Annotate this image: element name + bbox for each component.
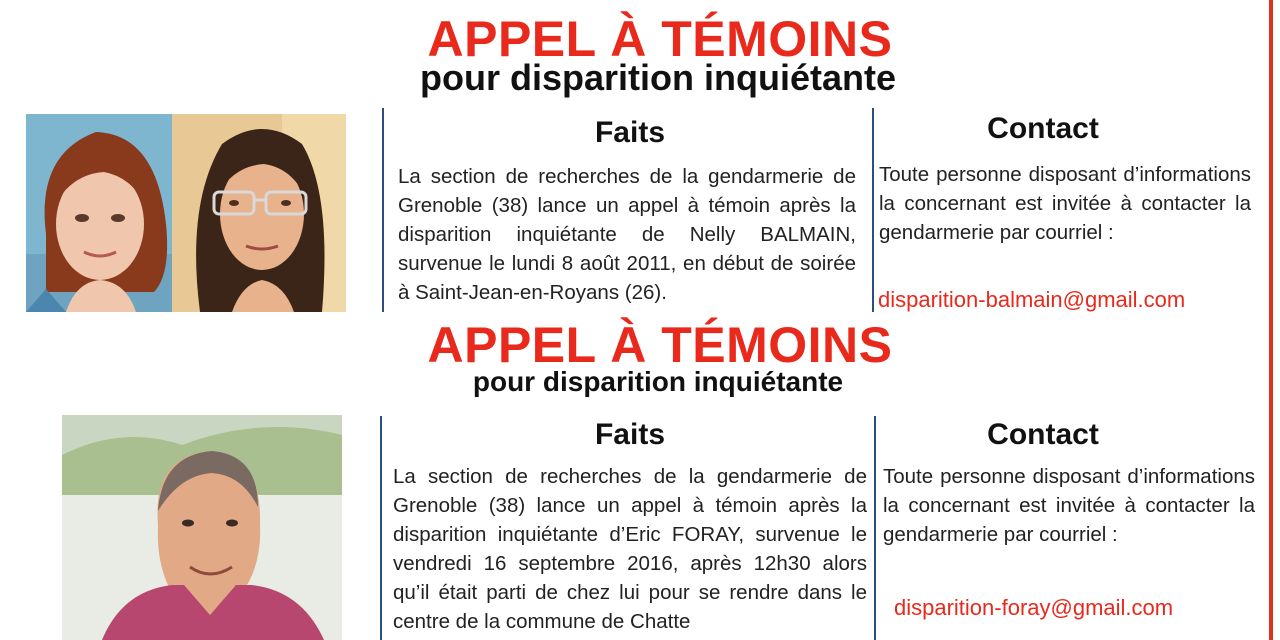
missing-person-photo-1	[26, 114, 172, 312]
notice-foray	[0, 312, 1268, 640]
contact-text: Toute personne disposant d’informations la concernant est invitée à contacter la gendarmerie par courriel :	[879, 163, 1251, 244]
page-edge-rule	[1268, 0, 1280, 640]
notice-subtitle: pour disparition inquiétante	[472, 366, 844, 397]
contact-text: Toute personne disposant d’informations la concernant est invitée à contacter la gendarmerie par courriel :	[883, 465, 1255, 546]
column-divider	[380, 416, 382, 640]
notice-title: APPEL À TÉMOINS	[427, 317, 893, 373]
missing-person-photo-2	[172, 114, 346, 312]
column-divider	[382, 108, 384, 312]
column-divider	[872, 108, 874, 312]
contact-email-link[interactable]: disparition-foray@gmail.com	[894, 595, 1174, 620]
contact-heading: Contact	[987, 112, 1099, 145]
facts-heading: Faits	[594, 116, 666, 149]
notice-balmain	[0, 0, 1268, 312]
notice-subtitle: pour disparition inquiétante	[420, 57, 896, 98]
contact-heading: Contact	[987, 418, 1099, 451]
contact-email-link[interactable]: disparition-balmain@gmail.com	[878, 287, 1186, 312]
facts-text: La section de recherches de la gendarmerie de Grenoble (38) lance un appel à témoin après la disparition inquiétante d’Eric FORAY, survenue le vendredi 16 septembre 2016, après 12h30 alors qu’il était parti de chez lui pour se rendre dans le centre de la commune de Chatte	[393, 465, 867, 633]
column-divider	[874, 416, 876, 640]
missing-person-photo-3	[62, 415, 342, 640]
facts-heading: Faits	[594, 418, 666, 451]
facts-text: La section de recherches de la gendarmerie de Grenoble (38) lance un appel à témoin après la disparition inquiétante de Nelly BALMAIN, survenue le lundi 8 août 2011, en début de soirée à Saint-Jean-en-Royans (26).	[398, 165, 856, 304]
notice-title: APPEL À TÉMOINS	[427, 11, 893, 67]
